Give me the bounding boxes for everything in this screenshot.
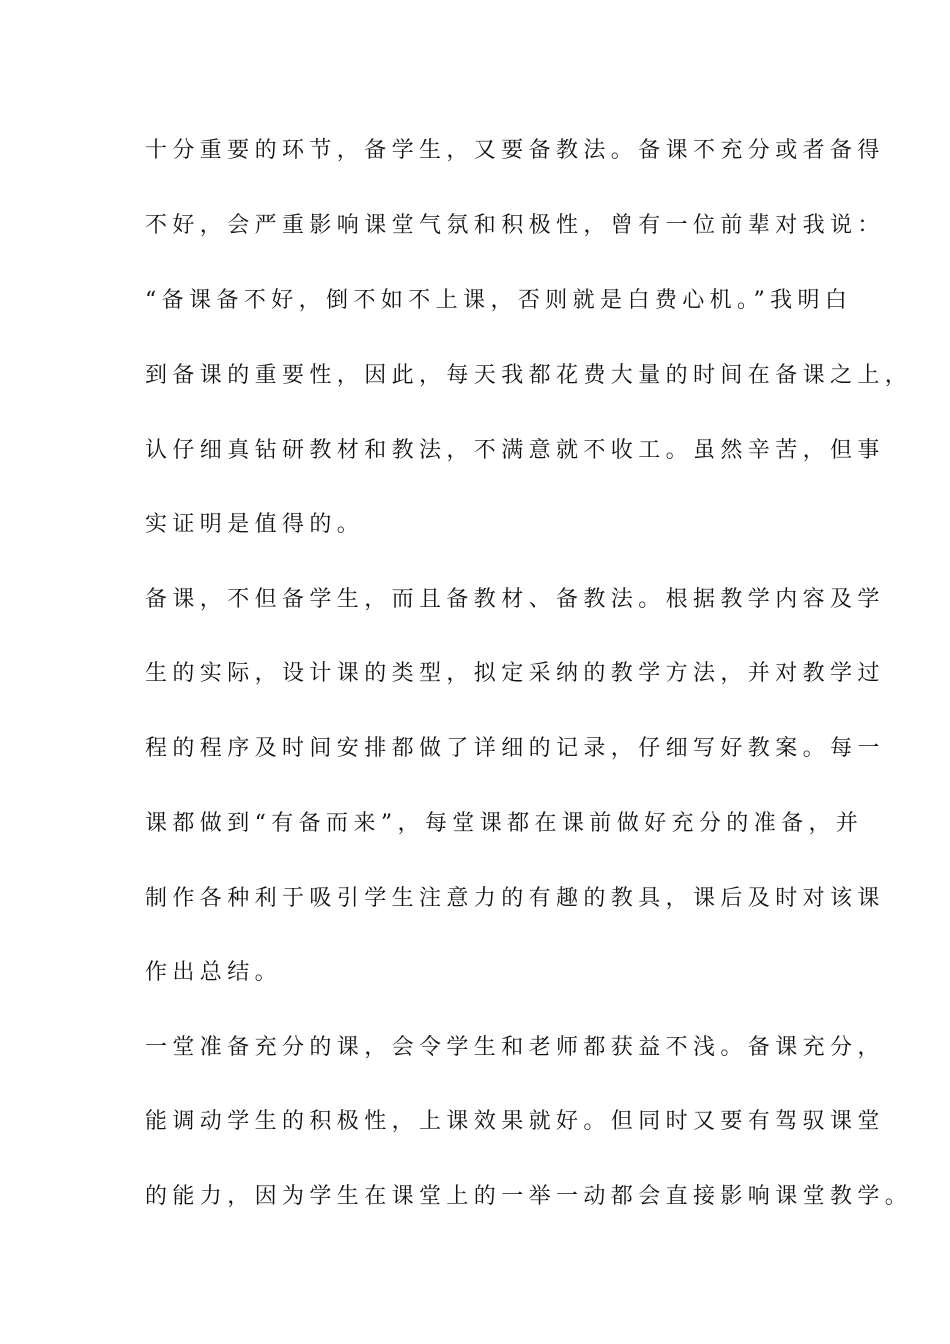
- text-line: 能调动学生的积极性，上课效果就好。但同时又要有驾驭课堂: [145, 1109, 885, 1134]
- text-line: 备课，不但备学生，而且备教材、备教法。根据教学内容及学: [145, 587, 885, 612]
- text-line: 作出总结。: [145, 960, 283, 985]
- text-line: 实证明是值得的。: [145, 512, 365, 537]
- text-line: 程的程序及时间安排都做了详细的记录，仔细写好教案。每一: [145, 736, 885, 761]
- text-line: 的能力，因为学生在课堂上的一举一动都会直接影响课堂教学。: [145, 1184, 913, 1209]
- text-line: 一堂准备充分的课，会令学生和老师都获益不浅。备课充分，: [145, 1035, 885, 1060]
- text-line: 课都做到“有备而来”，每堂课都在课前做好充分的准备，并: [145, 811, 864, 836]
- text-line: 制作各种利于吸引学生注意力的有趣的教具，课后及时对该课: [145, 886, 885, 911]
- text-line: 十分重要的环节，备学生，又要备教法。备课不充分或者备得: [145, 138, 885, 163]
- text-line: 认仔细真钻研教材和教法，不满意就不收工。虽然辛苦，但事: [145, 438, 885, 463]
- text-line: “备课备不好，倒不如不上课，否则就是白费心机。”我明白: [145, 288, 853, 313]
- text-line: 不好，会严重影响课堂气氛和积极性，曾有一位前辈对我说：: [145, 213, 885, 238]
- text-line: 生的实际，设计课的类型，拟定采纳的教学方法，并对教学过: [145, 661, 885, 686]
- text-line: 到备课的重要性，因此，每天我都花费大量的时间在备课之上，: [145, 363, 913, 388]
